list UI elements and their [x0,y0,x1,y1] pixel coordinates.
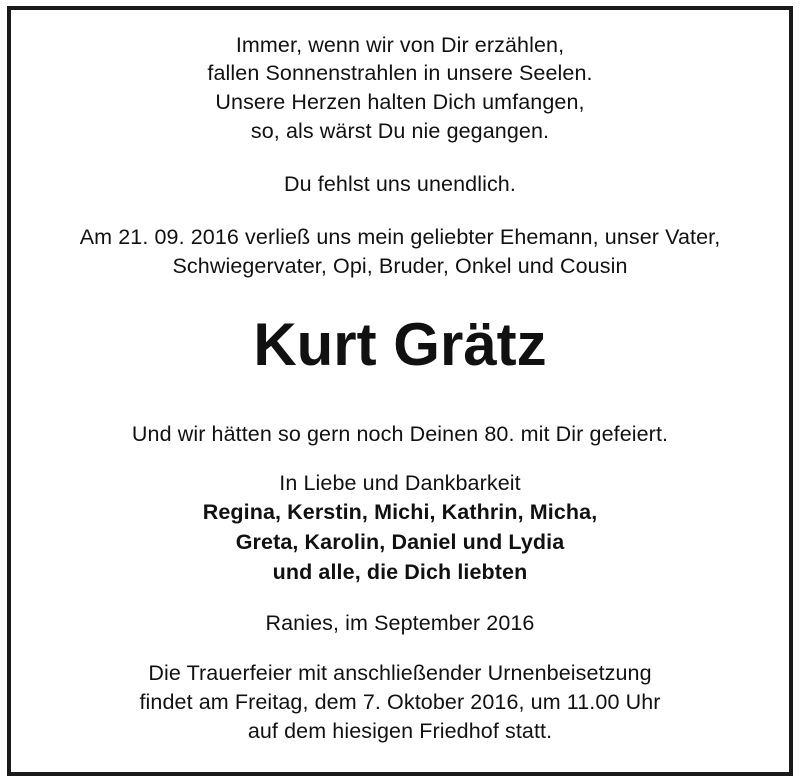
funeral-info-line: Die Trauerfeier mit anschließender Urnenbeisetzung [148,661,652,685]
poem-line: Unsere Herzen halten Dich umfangen, [215,90,585,114]
deceased-name: Kurt Grätz [253,311,547,378]
place-date: Ranies, im September 2016 [265,611,535,635]
wish-line: Und wir hätten so gern noch Deinen 80. mit Dir gefeiert. [131,422,669,446]
funeral-info-line: auf dem hiesigen Friedhof statt. [247,719,553,743]
announcement-line: Schwiegervater, Opi, Bruder, Onkel und Cousin [172,254,628,278]
mourners-line: und alle, die Dich liebten [272,560,528,584]
announcement-line: Am 21. 09. 2016 verließ uns mein geliebter Ehemann, unser Vater, [79,225,721,249]
poem-line: Immer, wenn wir von Dir erzählen, [235,33,565,57]
missing-line: Du fehlst uns unendlich. [284,172,516,196]
mourners-line: Greta, Karolin, Daniel und Lydia [235,530,565,554]
funeral-info-line: findet am Freitag, dem 7. Oktober 2016, um 11.00 Uhr [139,690,661,714]
poem-line: fallen Sonnenstrahlen in unsere Seelen. [207,61,593,85]
mourners-line: Regina, Kerstin, Michi, Kathrin, Micha, [202,500,598,524]
poem-line: so, als wärst Du nie gegangen. [250,119,550,143]
signoff-line: In Liebe und Dankbarkeit [279,471,521,495]
